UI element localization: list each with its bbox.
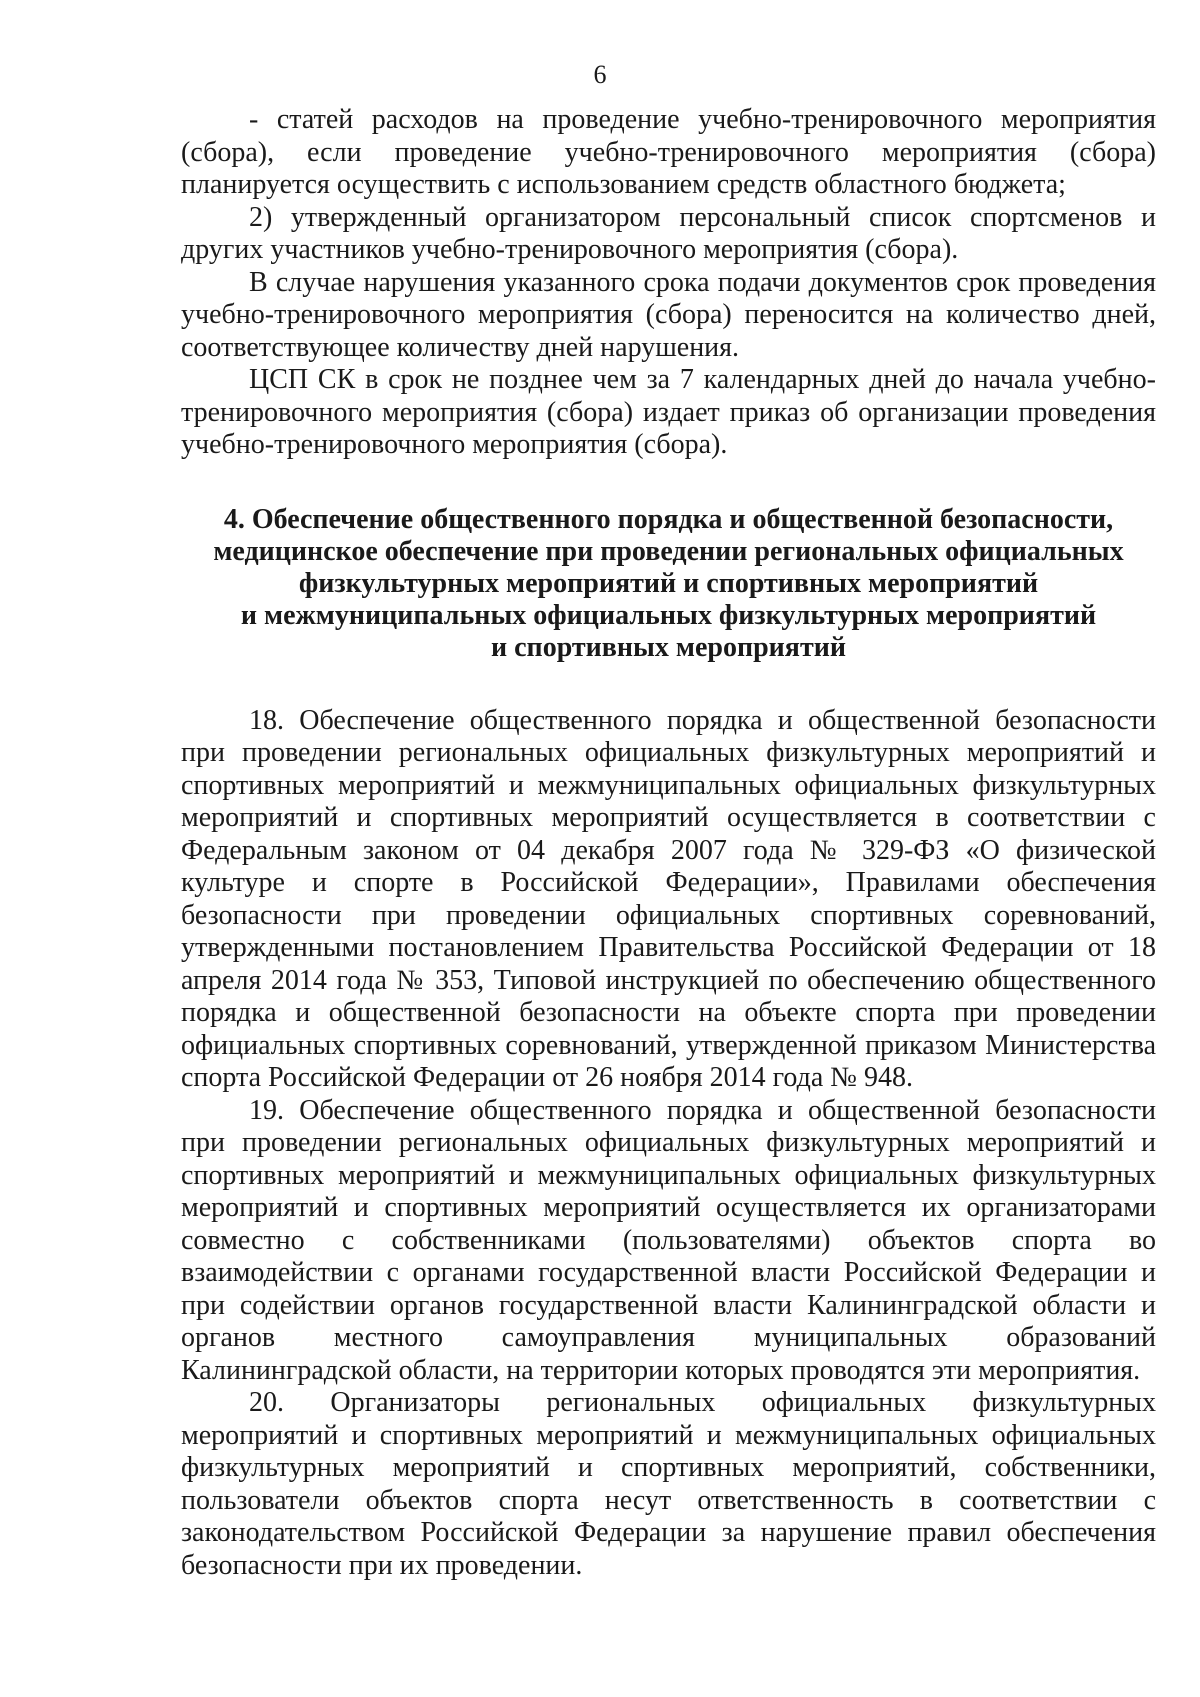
paragraph-deadline-violation: В случае нарушения указанного срока подачи документов срок проведения учебно-тренировочного мероприятия (сбора) переносится на количество дней, соответствующее количеству дней нарушения.	[181, 266, 1156, 363]
paragraph-expense-items: - статей расходов на проведение учебно-тренировочного мероприятия (сбора), если проведение учебно-тренировочного мероприятия (сбора) планируется осуществить с использованием средств областного бюджета;	[181, 104, 1156, 200]
paragraph-participant-list: 2) утвержденный организатором персональный список спортсменов и других участников учебно-тренировочного мероприятия (сбора).	[181, 201, 1156, 265]
paragraph-csp-order: ЦСП СК в срок не позднее чем за 7 календарных дней до начала учебно-тренировочного мероприятия (сбора) издает приказ об организации проведения учебно-тренировочного мероприятия (сбора).	[181, 364, 1156, 460]
section-heading-line: 4. Обеспечение общественного порядка и общественной безопасности,	[223, 503, 1114, 535]
paragraph-clause-19: 19. Обеспечение общественного порядка и общественной безопасности при проведении региональных официальных физкультурных мероприятий и спортивных мероприятий и межмуниципальных официальных физкультурных мероприятий и спортивных мероприятий осуществляется их организаторами совместно с собственниками (пользователями) объектов спорта во взаимодействии с органами государственной власти Российской Федерации и при содействии органов государственной власти Калининградской области и органов местного самоуправления муниципальных образований Калининградской области, на территории которых проводятся эти мероприятия.	[181, 1094, 1156, 1386]
document-body	[181, 104, 1156, 1582]
section-heading-line: медицинское обеспечение при проведении региональных официальных	[213, 535, 1124, 567]
section-heading-line: и спортивных мероприятий	[491, 631, 846, 663]
paragraph-clause-18: 18. Обеспечение общественного порядка и общественной безопасности при проведении региональных официальных физкультурных мероприятий и спортивных мероприятий и межмуниципальных официальных физкультурных мероприятий и спортивных мероприятий осуществляется в соответствии с Федеральным законом от 04 декабря 2007 года № 329-ФЗ «О физической культуре и спорте в Российской Федерации», Правилами обеспечения безопасности при проведении официальных спортивных соревнований, утвержденными постановлением Правительства Российской Федерации от 18 апреля 2014 года № 353, Типовой инструкцией по обеспечению общественного порядка и общественной безопасности на объекте спорта при проведении официальных спортивных соревнований, утвержденной приказом Министерства спорта Российской Федерации от 26 ноября 2014 года № 948.	[181, 704, 1156, 1093]
paragraph-clause-20: 20. Организаторы региональных официальных физкультурных мероприятий и спортивных мероприятий и межмуниципальных официальных физкультурных мероприятий и спортивных мероприятий, собственники, пользователи объектов спорта несут ответственность в соответствии с законодательством Российской Федерации за нарушение правил обеспечения безопасности при их проведении.	[181, 1387, 1156, 1581]
section-heading-line: физкультурных мероприятий и спортивных мероприятий	[298, 567, 1039, 599]
page-number: 6	[593, 60, 607, 89]
section-heading	[181, 504, 1156, 664]
section-heading-line: и межмуниципальных официальных физкультурных мероприятий	[240, 599, 1097, 631]
